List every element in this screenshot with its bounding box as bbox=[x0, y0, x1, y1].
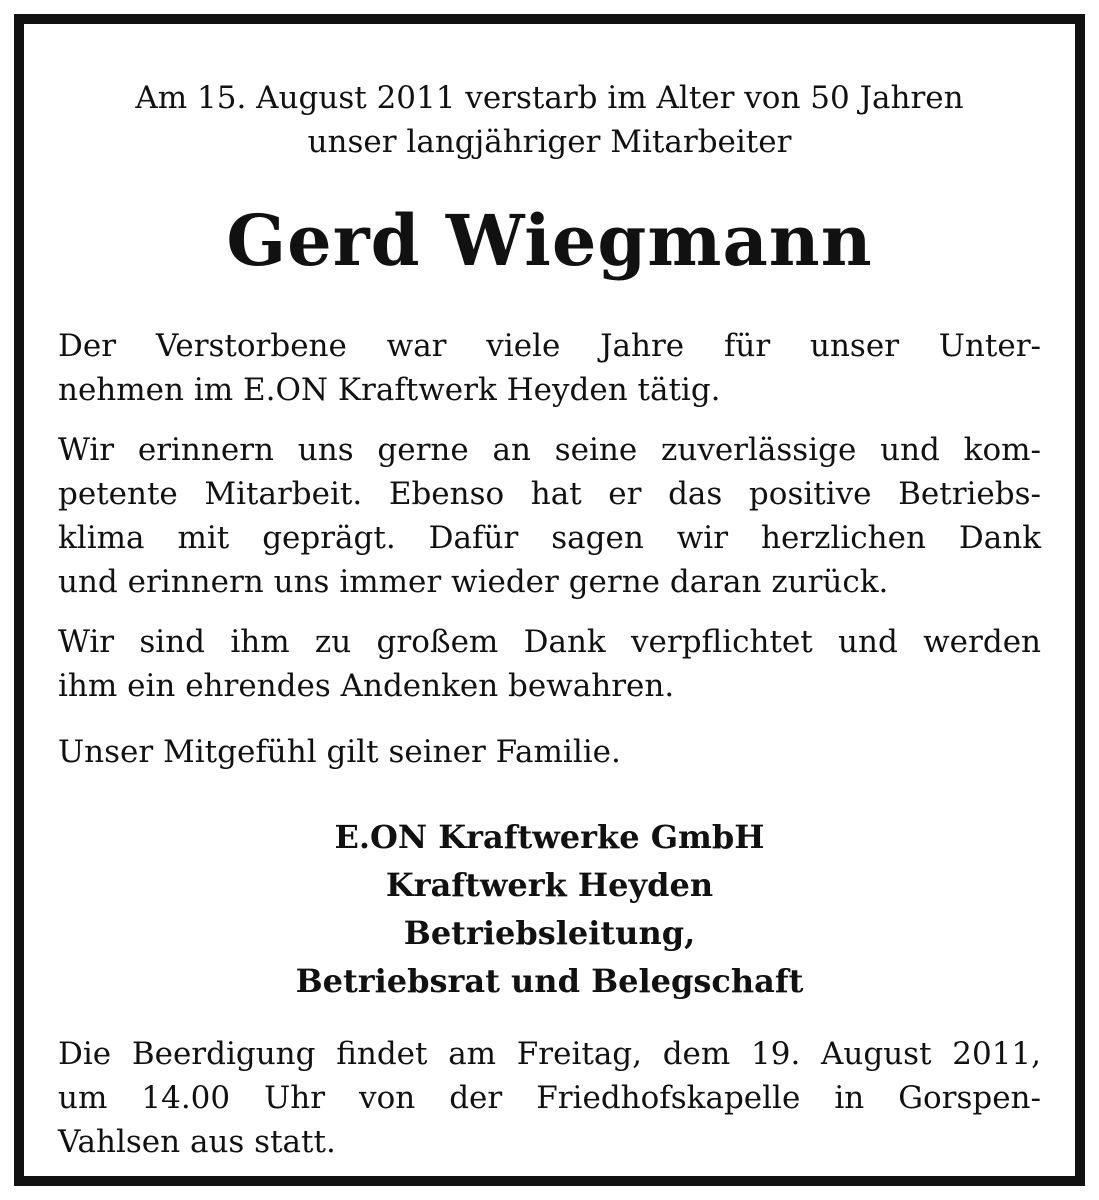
text-line: Unser Mitgefühl gilt seiner Familie. bbox=[58, 734, 621, 770]
text-line: und erinnern uns immer wieder gerne daran zurück. bbox=[58, 564, 889, 600]
text-line: Vahlsen aus statt. bbox=[58, 1124, 336, 1160]
notice-frame bbox=[14, 14, 1085, 1186]
paragraph-gratitude bbox=[58, 620, 1041, 708]
notice-content bbox=[58, 24, 1041, 1176]
paragraph-service bbox=[58, 324, 1041, 412]
text-line: klima mit geprägt. Dafür sagen wir herzlichen Dank bbox=[58, 520, 1041, 556]
text-line: Wir sind ihm zu großem Dank verpflichtet und werden bbox=[58, 624, 1041, 660]
text-line: petente Mitarbeit. Ebenso hat er das positive Betriebs- bbox=[58, 476, 1041, 512]
paragraph-remembrance bbox=[58, 428, 1041, 604]
text-line: ihm ein ehrendes Andenken bewahren. bbox=[58, 668, 675, 704]
intro-line: Am 15. August 2011 verstarb im Alter von 50 Jahren bbox=[135, 80, 964, 116]
funeral-details bbox=[58, 1032, 1041, 1164]
signature-management: Betriebsleitung, bbox=[403, 914, 696, 952]
intro-text bbox=[58, 76, 1041, 164]
text-line: um 14.00 Uhr von der Friedhofskapelle in Gorspen- bbox=[58, 1080, 1041, 1116]
intro-line: unser langjähriger Mitarbeiter bbox=[307, 124, 792, 160]
signature-staff: Betriebsrat und Belegschaft bbox=[295, 962, 804, 1000]
text-line: Die Beerdigung findet am Freitag, dem 19. August 2011, bbox=[58, 1036, 1041, 1072]
signature-company: E.ON Kraftwerke GmbH bbox=[334, 818, 765, 856]
text-line: Der Verstorbene war viele Jahre für unser Unter- bbox=[58, 328, 1041, 364]
deceased-name: Gerd Wiegmann bbox=[226, 199, 873, 282]
text-line: Wir erinnern uns gerne an seine zuverlässige und kom- bbox=[58, 432, 1041, 468]
signature-plant: Kraftwerk Heyden bbox=[385, 866, 714, 904]
text-line: nehmen im E.ON Kraftwerk Heyden tätig. bbox=[58, 372, 721, 408]
signature-block bbox=[58, 813, 1041, 1005]
paragraph-condolence bbox=[58, 730, 1041, 774]
